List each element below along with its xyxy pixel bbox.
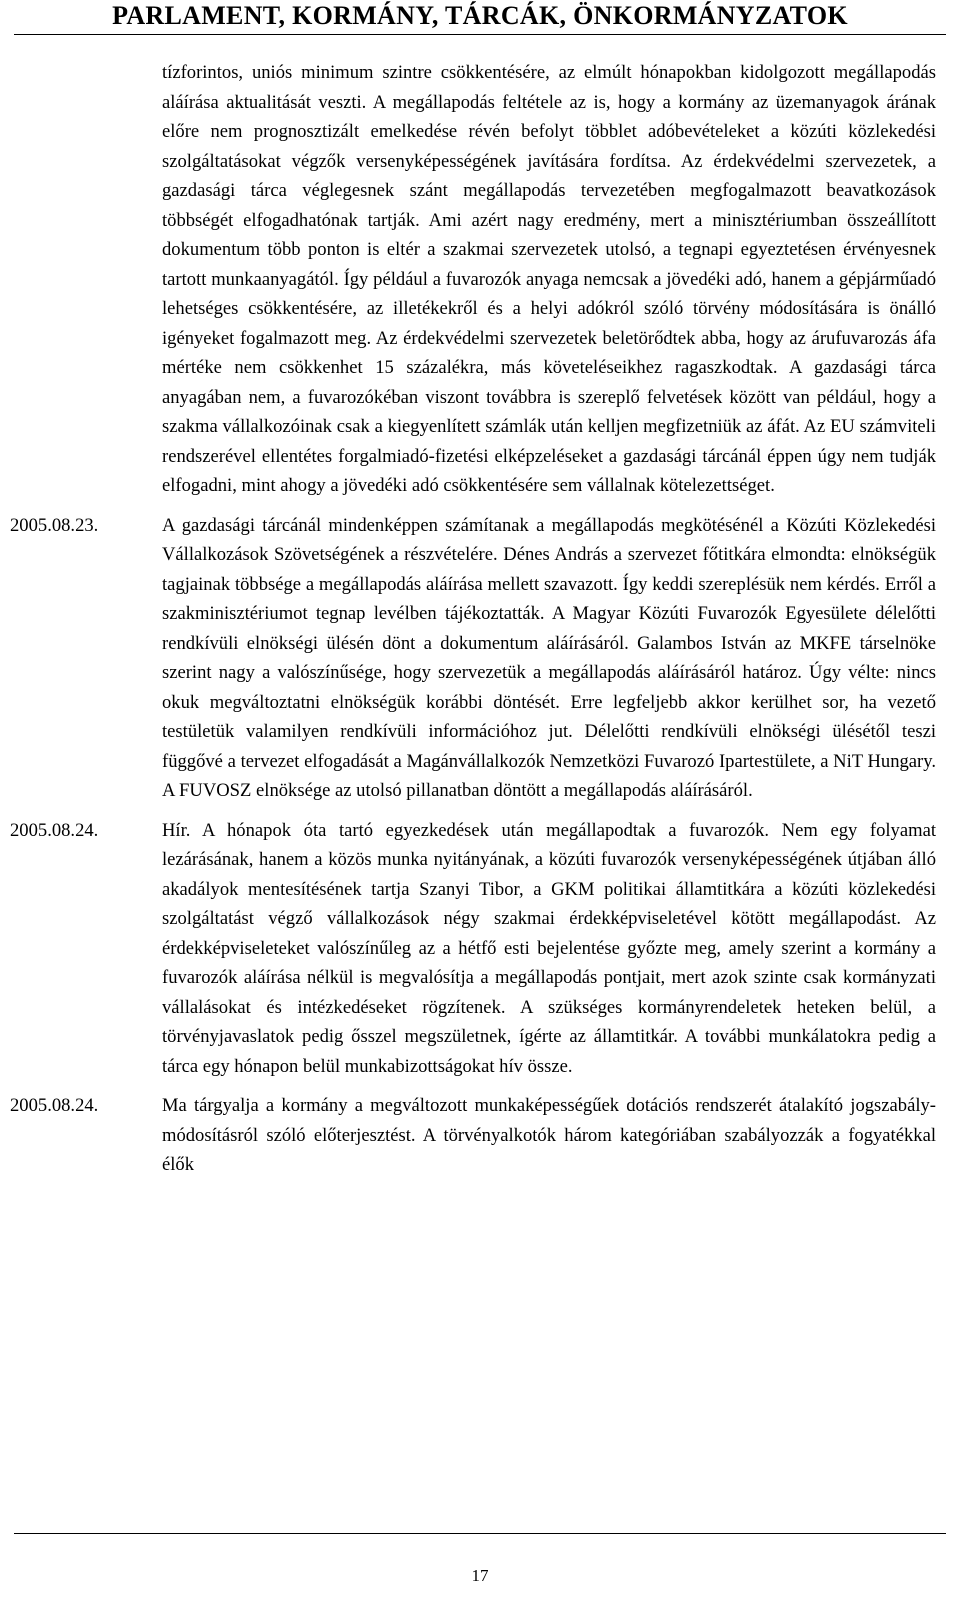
page-header [14, 0, 946, 35]
news-entry [0, 511, 960, 806]
entry-text: tízforintos, uniós minimum szintre csökkentésére, az elmúlt hónapokban kidolgozott megállapodás aláírása aktualitását veszti. A megállapodás feltétele az is, hogy a kormány az üzemanyagok árának előre nem prognosztizált emelkedése révén befolyt többlet adóbevételeket a közúti közlekedési szolgáltatásokat végzők versenyképességének javítására fordítsa. Az érdekvédelmi szervezetek, a gazdasági tárca véglegesnek szánt megállapodás tervezetében megfogalmazott beavatkozások többségét elfogadhatónak tartják. Ami azért nagy eredmény, mert a minisztériumban összeállított dokumentum több ponton is eltér a szakmai szervezetek utolsó, a tegnapi egyeztetésen érvényesnek tartott munkaanyagától. Így például a fuvarozók anyaga nemcsak a jövedéki adó, hanem a gépjárműadó lehetséges csökkentésére, az illetékekről és a helyi adókról szóló törvény módosítására is önálló igényeket fogalmazott meg. Az érdekvédelmi szervezetek beletörődtek abba, hogy az árufuvarozás áfa mértéke nem csökkenhet 15 százalékra, más követeléseikhez ragaszkodtak. A gazdasági tárca anyagában nem, a fuvarozókéban viszont továbbra is szereplő felvetések között van például, hogy a szakma vállalkozóinak csak a kiegyenlített számlák után kelljen megfizetniük az áfát. Az EU számviteli rendszerével ellentétes forgalmiadó-fizetési elképzeléseket a gazdasági tárcánál éppen úgy nem tudják elfogadni, mint ahogy a jövedéki adó csökkentésére sem vállalnak kötelezettséget. [162, 62, 936, 496]
news-entry [0, 816, 960, 1082]
news-entry [0, 1091, 960, 1180]
entry-date: 2005.08.24. [10, 819, 99, 841]
document-body [0, 58, 960, 1180]
news-entry [0, 58, 960, 501]
entry-text: Hír. A hónapok óta tartó egyezkedések után megállapodtak a fuvarozók. Nem egy folyamat lezárásának, hanem a közös munka nyitányának, a közúti fuvarozók versenyképességének útjában álló akadályok mentesítésének tartja Szanyi Tibor, a GKM politikai államtitkára a közúti közlekedési szolgáltatást végző vállalkozások négy szakmai érdekképviseletével kötött megállapodást. Az érdekképviseleteket valószínűleg az a hétfő esti bejelentése győzte meg, amely szerint a kormány a fuvarozók aláírása nélkül is megvalósítja a megállapodás pontjait, mert azok szinte csak kormányzati vállalásokat és intézkedéseket rögzítenek. A szükséges kormányrendeletek heteken belül, a törvényjavaslatok pedig ősszel megszületnek, ígérte az államtitkár. A további munkálatokra pedig a tárca egy hónapon belül munkabizottságokat hív össze. [162, 819, 936, 1077]
entry-date: 2005.08.23. [10, 514, 99, 536]
page-number: 17 [471, 1566, 489, 1585]
entry-text: A gazdasági tárcánál mindenképpen számítanak a megállapodás megkötésénél a Közúti Közlekedési Vállalkozások Szövetségének a részvételére. Dénes András a szervezet főtitkára elmondta: elnökségük tagjainak többsége a megállapodás aláírása mellett szavazott. Így keddi szereplésük nem kérdés. Erről a szakminisztériumot tegnap levélben tájékoztatták. A Magyar Közúti Fuvarozók Egyesülete délelőtti rendkívüli elnökségi ülésén dönt a dokumentum aláírásáról. Galambos István az MKFE társelnöke szerint nagy a valószínűsége, hogy szervezetük a megállapodás aláírásáról határoz. Úgy vélte: nincs okuk megváltoztatni elnökségük korábbi döntését. Erre legfeljebb akkor kerülhet sor, ha vezető testületük valamilyen rendkívüli információhoz jut. Délelőtti rendkívüli elnökségi ülésétől teszi függővé a tervezet elfogadását a Magánvállalkozók Nemzetközi Fuvarozó Ipartestülete, a NiT Hungary. A FUVOSZ elnöksége az utolsó pillanatban döntött a megállapodás aláírásáról. [162, 514, 936, 801]
footer-rule [14, 1533, 946, 1534]
entry-date: 2005.08.24. [10, 1095, 99, 1116]
entry-text: Ma tárgyalja a kormány a megváltozott munkaképességűek dotációs rendszerét átalakító jogszabály-módosításról szóló előterjesztést. A törvényalkotók három kategóriában szabályozzák a fogyatékkal élők [162, 1095, 936, 1175]
header-title: PARLAMENT, KORMÁNY, TÁRCÁK, ÖNKORMÁNYZATOK [112, 1, 848, 30]
